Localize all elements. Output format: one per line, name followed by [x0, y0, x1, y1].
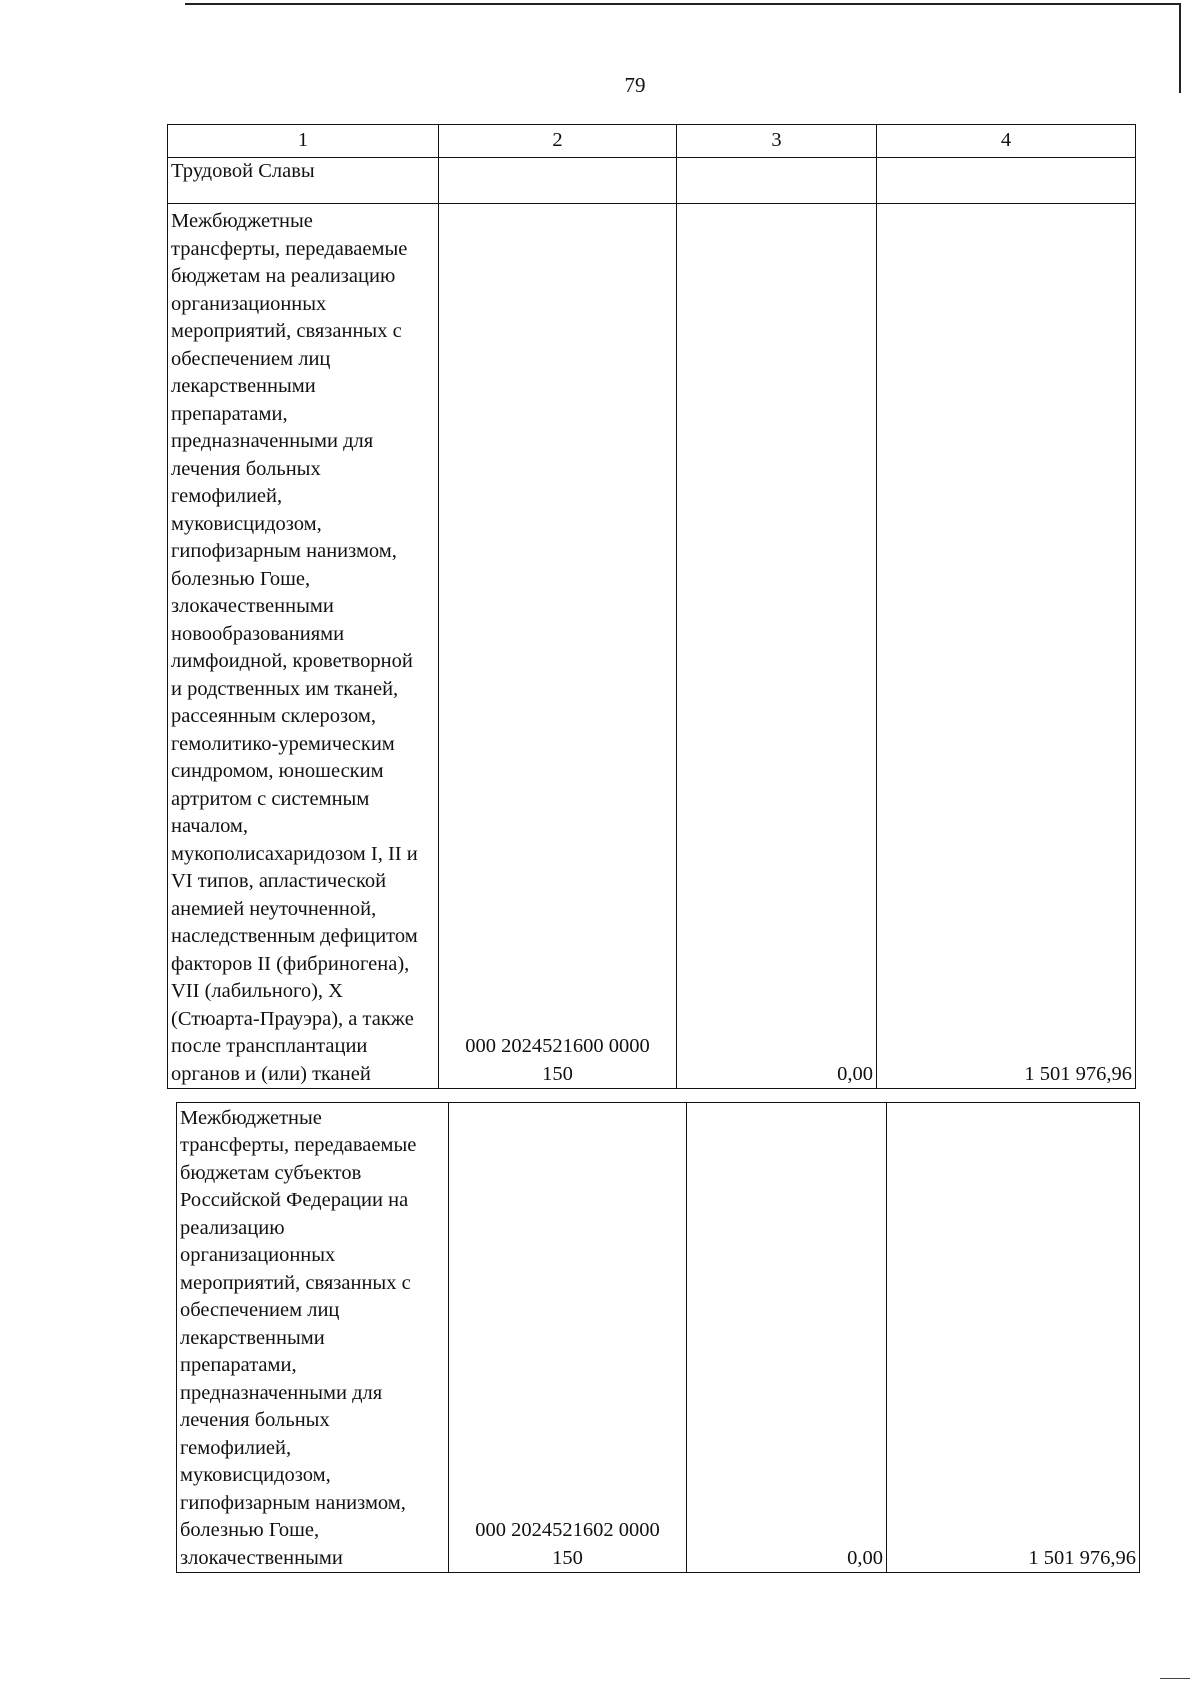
- empty-cell: [677, 158, 877, 204]
- row-description: Межбюджетные трансферты, передаваемые бюджетам субъектов Российской Федерации на реализацию организационных мероприятий, связанных с обеспечением лиц лекарственными препаратами, предназначенными для лечения больных гемофилией, муковисцидозом, гипофизарным нанизмом, болезнью Гоше, злокачественными: [177, 1103, 449, 1573]
- continuation-row: [168, 158, 1136, 204]
- header-row: [168, 125, 1136, 158]
- row-code: 000 2024521600 0000 150: [439, 204, 677, 1089]
- empty-cell: [439, 158, 677, 204]
- scan-mark-bottom: [1160, 1678, 1190, 1679]
- column-header-4: 4: [877, 125, 1136, 158]
- row-code: 000 2024521602 0000 150: [449, 1103, 687, 1573]
- continuation-text: Трудовой Славы: [168, 158, 439, 204]
- column-header-2: 2: [439, 125, 677, 158]
- page-number: 79: [624, 73, 646, 97]
- row-description: Межбюджетные трансферты, передаваемые бюджетам на реализацию организационных мероприятий, связанных с обеспечением лиц лекарственными препаратами, предназначенными для лечения больных гемофилией, муковисцидозом, гипофизарным нанизмом, болезнью Гоше, злокачественными новообразованиями лимфоидной, кроветворной и родственных им тканей, рассеянным склерозом, гемолитико-уремическим синдромом, юношеским артритом с системным началом, мукополисахаридозом I, II и VI типов, апластической анемией неуточненной, наследственным дефицитом факторов II (фибриногена), VII (лабильного), X (Стюарта-Прауэра), а также после трансплантации органов и (или) тканей: [168, 204, 439, 1089]
- column-header-3: 3: [677, 125, 877, 158]
- scan-border-top: [185, 3, 1180, 5]
- table-row: [177, 1103, 1140, 1573]
- row-col3-value: 0,00: [687, 1103, 887, 1573]
- empty-cell: [877, 158, 1136, 204]
- row-col3-value: 0,00: [677, 204, 877, 1089]
- budget-table: [167, 124, 1136, 1089]
- table-row: [168, 204, 1136, 1089]
- column-header-1: 1: [168, 125, 439, 158]
- row-col4-value: 1 501 976,96: [887, 1103, 1140, 1573]
- row-col4-value: 1 501 976,96: [877, 204, 1136, 1089]
- budget-table-continued: [176, 1102, 1140, 1573]
